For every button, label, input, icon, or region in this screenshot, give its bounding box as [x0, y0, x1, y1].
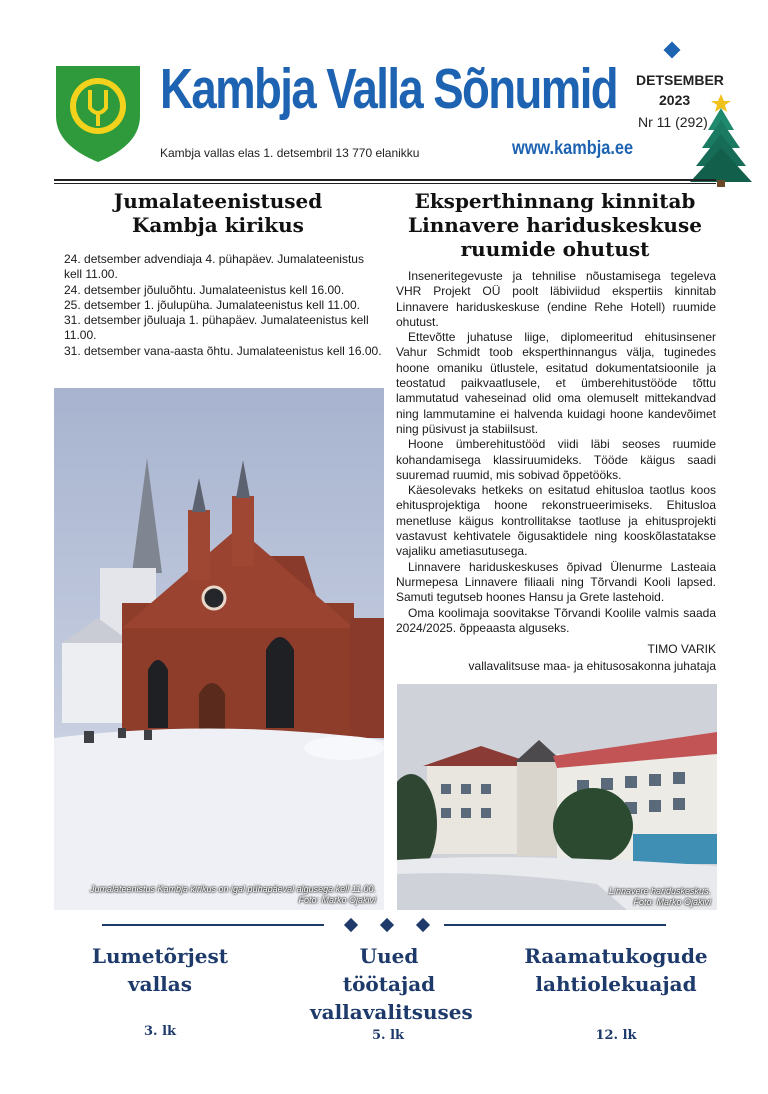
- teaser-page-ref: 12. lk: [595, 1028, 637, 1043]
- services-heading-line: Kambja kirikus: [132, 213, 304, 237]
- author-role: vallavalitsuse maa- ja ehitusosakonna juhataja: [468, 659, 716, 673]
- coat-of-arms-icon: [52, 60, 144, 164]
- population-tagline: Kambja vallas elas 1. detsembril 13 770 elanikku: [160, 146, 420, 160]
- christmas-tree-icon: [686, 92, 756, 188]
- diamond-icon: [416, 918, 430, 932]
- article-paragraph: Hoone ümberehitustööd viidi läbi seoses ruumide kohandamisega klassiruumideks. Tööde käigus saadi suuremad ruumid, mis sobivad õppetööks.: [396, 437, 716, 482]
- church-photo: [54, 388, 384, 910]
- service-item: 24. detsember advendiaja 4. pühapäev. Jumalateenistus kell 11.00.: [64, 252, 364, 282]
- article-paragraph: Linnavere hariduskeskuses õpivad Ülenurme Lasteaia Nurmepesa Linnavere filiaali ning Tõrvandi Kooli lapsed. Samuti tegutseb hoones Hansu ja Grete lastehoid.: [396, 559, 716, 605]
- article-paragraph: Inseneritegevuste ja tehnilise nõustamisega tegeleva VHR Projekt OÜ poolt läbiviidud ekspertiis kinnitab Linnavere hariduskeskuse (endine Rehe Hotell) ruumide ohutust.: [396, 269, 716, 329]
- teaser-title-line: vallas: [128, 972, 192, 996]
- article-body: [396, 269, 716, 636]
- teaser-library-hours[interactable]: [520, 942, 712, 998]
- masthead-title: Kambja Valla Sõnumid: [160, 57, 618, 121]
- teaser-title-line: Raamatukogude: [524, 944, 708, 968]
- service-item: 24. detsember jõuluõhtu. Jumalateenistus kell 16.00.: [64, 282, 345, 297]
- masthead-rule-thin: [54, 183, 716, 184]
- divider-line: [102, 924, 324, 926]
- teaser-title-line: Lumetõrjest: [91, 944, 229, 968]
- teaser-title-line: Uued: [359, 944, 419, 968]
- school-photo-caption: [511, 886, 711, 908]
- diamond-icon: [380, 918, 394, 932]
- photo-credit: Foto: Marko Ojakivi: [633, 897, 711, 907]
- issue-month: DETSEMBER: [636, 72, 724, 88]
- service-item: 25. detsember 1. jõulupüha. Jumalateenistus kell 11.00.: [64, 297, 360, 312]
- diamond-icon: [344, 918, 358, 932]
- teaser-page-ref: 5. lk: [371, 1028, 405, 1043]
- photo-credit: Foto: Marko Ojakivi: [298, 895, 376, 905]
- church-photo-caption: [56, 884, 376, 906]
- caption-text: Jumalateenistus Kambja kirikus on igal pühapäeval algusega kell 11.00.: [89, 884, 376, 894]
- article-paragraph: Oma koolimaja soovitakse Tõrvandi Koolile valmis saada 2024/2025. õppeaasta alguseks.: [396, 605, 716, 635]
- school-photo: [397, 684, 717, 910]
- article-heading-line: Eksperthinnang kinnitab: [414, 189, 696, 213]
- service-item: 31. detsember vana-aasta õhtu. Jumalateenistus kell 16.00.: [64, 343, 382, 358]
- website-link[interactable]: www.kambja.ee: [512, 138, 634, 159]
- issue-number: Nr 11 (292): [638, 114, 708, 130]
- services-heading-line: Jumalateenistused: [113, 189, 323, 213]
- service-item: 31. detsember jõuluaja 1. pühapäev. Jumalateenistus kell 11.00.: [64, 313, 369, 343]
- article-heading-line: Linnavere hariduskeskuse: [408, 213, 702, 237]
- divider-line: [444, 924, 666, 926]
- issue-year: 2023: [659, 92, 691, 108]
- article-heading: [400, 189, 710, 261]
- teaser-new-staff[interactable]: [310, 942, 473, 1026]
- teaser-title-line: vallavalitsuses: [310, 1000, 473, 1024]
- diamond-icon: [664, 42, 681, 59]
- services-heading: [84, 189, 352, 237]
- article-paragraph: Käesolevaks hetkeks on esitatud ehitusloa taotlus koos ehitusprojektiga hoone rekonstrueerimiseks. Ehitusloa menetluse käigus kontrollitakse taotluse ja ehitusprojekti vastavust kehtivatele õigusaktidele ning kooskõlastatakse vajaliku ametiasutusega.: [396, 483, 716, 559]
- teaser-title-line: töötajad: [342, 972, 436, 996]
- article-paragraph: Ettevõtte juhatuse liige, diplomeeritud ehitusinsener Vahur Schmidt toob eksperthinnangus välja, tuginedes hoone omaniku ütlustele, esitatud dokumentatsioonile ja teostatud paikvaatlusele, et ümberehitustööde tõttu lammutatud vaheseinad olid oma olemuselt mittekandvad ning lammutamine ei halvenda kuidagi hoone kandevõimet ning püsivust ja stabiilsust.: [396, 330, 716, 436]
- teaser-snow-removal[interactable]: [90, 942, 230, 998]
- teaser-page-ref: 3. lk: [143, 1024, 177, 1039]
- author-name: TIMO VARIK: [647, 642, 716, 656]
- caption-text: Linnavere hariduskeskus.: [608, 886, 711, 896]
- teaser-title-line: lahtiolekuajad: [535, 972, 697, 996]
- masthead-rule: [54, 179, 716, 181]
- article-heading-line: ruumide ohutust: [460, 237, 650, 261]
- services-list: [64, 252, 384, 359]
